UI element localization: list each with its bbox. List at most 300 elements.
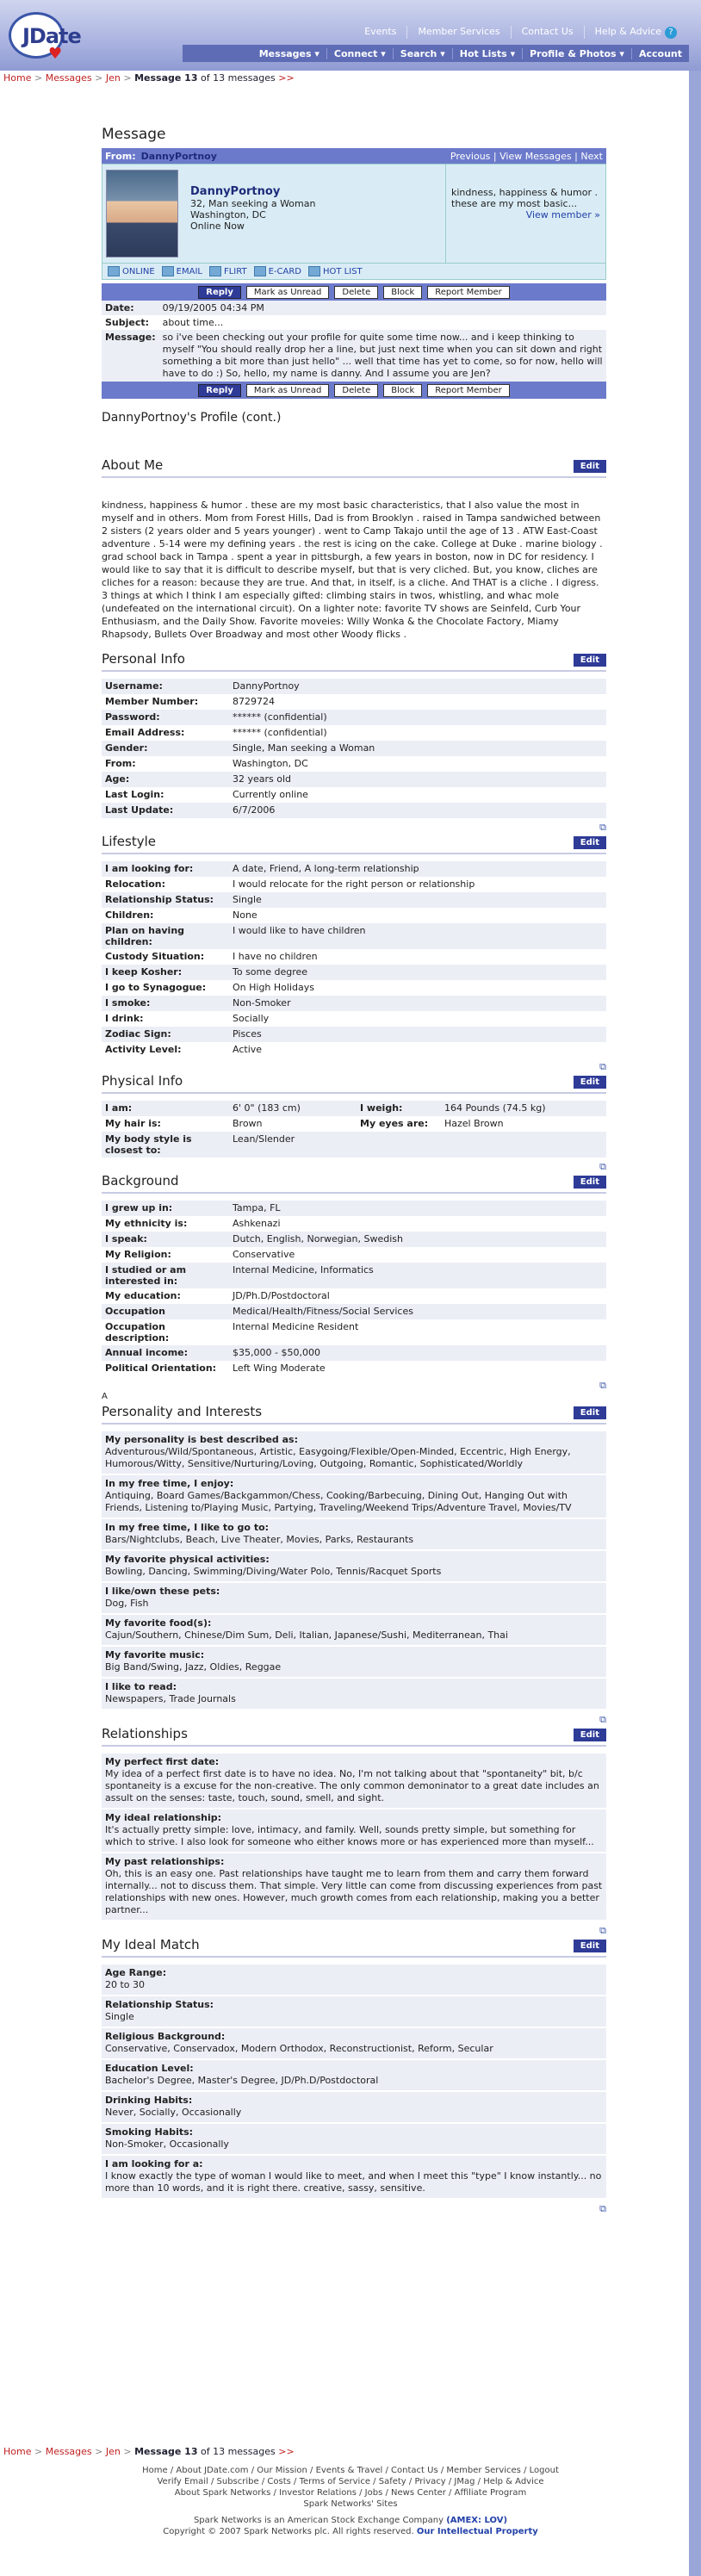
lifestyle-title-text: Lifestyle <box>102 834 157 849</box>
relationships-answer: Oh, this is an easy one. Past relationships have taught me to learn from them and carry them forward internally... not to discuss them. That simple. Very little can come from discussing experiences from past relationships with new ones. However, much growth comes from each relationship, making you a better partner... <box>102 1867 606 1921</box>
physical-title <box>102 1073 606 1094</box>
row-value: Left Wing Moderate <box>233 1362 326 1374</box>
row-value-2: 164 Pounds (74.5 kg) <box>444 1102 546 1114</box>
view-member-link[interactable]: View member » <box>525 209 600 220</box>
sender-line1: 32, Man seeking a Woman <box>190 198 316 209</box>
subject-row <box>102 315 606 330</box>
row-value: 8729724 <box>233 696 275 707</box>
row-value: ****** (confidential) <box>233 727 327 738</box>
main-content <box>102 112 606 2215</box>
action-email-label: EMAIL <box>176 267 202 276</box>
physical-table <box>102 1101 606 1158</box>
expand-icon[interactable]: ⧉ <box>599 2203 606 2214</box>
ideal-list <box>102 1965 606 2200</box>
expand-icon[interactable]: ⧉ <box>599 1925 606 1936</box>
lifestyle-row <box>102 996 606 1011</box>
lifestyle-row <box>102 1011 606 1027</box>
row-value: None <box>233 909 257 921</box>
row-label: I speak: <box>105 1233 147 1245</box>
breadcrumb-of: of 13 messages <box>200 72 276 84</box>
personal-row <box>102 772 606 787</box>
background-table <box>102 1201 606 1376</box>
message-table <box>102 301 606 382</box>
body-label: Message: <box>105 332 156 343</box>
footer-link[interactable]: Affiliate Program <box>454 2488 527 2498</box>
action-flirt-label: FLIRT <box>223 267 247 276</box>
nav-connect[interactable]: Connect ▾ <box>326 48 393 59</box>
row-value: I have no children <box>233 951 318 962</box>
message-title: Message <box>102 126 166 143</box>
nav-hot-lists[interactable]: Hot Lists ▾ <box>452 48 522 59</box>
breadcrumb-messages[interactable]: Messages <box>45 72 92 84</box>
row-label: Last Login: <box>105 789 164 800</box>
footer-sites-link[interactable] <box>0 2498 701 2510</box>
row-value: Single <box>233 894 262 905</box>
row-label: My body style is closest to: <box>105 1133 192 1156</box>
date-label: Date: <box>105 302 134 313</box>
personality-question: In my free time, I enjoy: <box>102 1475 606 1489</box>
sender-photo[interactable] <box>106 170 178 258</box>
hotlist-icon <box>308 266 320 276</box>
message-nav-links: Previous | View Messages | Next <box>450 150 603 162</box>
background-title <box>102 1173 606 1194</box>
footer <box>0 2465 701 2537</box>
row-value: Single, Man seeking a Woman <box>233 742 375 754</box>
lifestyle-row <box>102 861 606 877</box>
about-text: kindness, happiness & humor . these are my most basic characteristics, that I also value the most in myself and in others. Mom from Forest Hills, Dad is from Brooklyn . raised in Tampa sandwiched between 2 sisters (2 years older and 5 years younger) . went to Camp Takajo until the age of 13 . ATW East-Coast adventure . 5-14 were my defining years . the rest is icing on the cake. College at Duke . marine biology . grad school back in Tampa . spent a year in pittsburgh, a few years in boston, now in DC for residency. I would like to say that it is difficult to describe myself, but that is very cliched. But, you know, cliches are cliches for a reason: because they are true. And that, in itself, is a cliche. And THAT is a cliche . I digress. 3 things at which I think I am especially gifted: climbing stairs in twos, whistling, and whac mole (undefeated on the international circuit). On a lighter note: favorite TV shows are Seinfeld, Curb Your Enthusiasm, and the Daily Show. Favorite moveies: Willy Wonka & the Chocolate Factory, Miamy Rhapsody, Bullets Over Broadway and most other Woody flicks . <box>102 500 603 640</box>
footer-link[interactable]: Costs <box>267 2477 291 2486</box>
breadcrumb-messages[interactable]: Messages <box>45 2446 92 2457</box>
relationships-answer: It's actually pretty simple: love, intimacy, and family. Well, sounds pretty simple, but something for which to strive. I also look for someone who either knows more or has experienced more than myself... <box>102 1823 606 1853</box>
message-buttons-bottom <box>102 382 606 399</box>
relationships-list <box>102 1754 606 1921</box>
subject-label: Subject: <box>105 317 150 328</box>
lifestyle-row <box>102 923 606 949</box>
previous-link[interactable]: Previous <box>450 150 491 162</box>
row-label: Political Orientation: <box>105 1362 217 1374</box>
ideal-answer: Never, Socially, Occasionally <box>102 2106 606 2124</box>
personality-list <box>102 1431 606 1710</box>
row-value: $35,000 - $50,000 <box>233 1347 320 1358</box>
row-label: Username: <box>105 680 163 692</box>
personality-answer: Bowling, Dancing, Swimming/Diving/Water Polo, Tennis/Racquet Sports <box>102 1565 606 1583</box>
copyright-text: Copyright © 2007 Spark Networks plc. All rights reserved. <box>163 2527 414 2536</box>
row-value: ****** (confidential) <box>233 711 327 723</box>
message-buttons-top <box>102 283 606 301</box>
lifestyle-table <box>102 861 606 1058</box>
top-link-contact-us[interactable]: Contact Us <box>511 26 584 39</box>
main-nav <box>183 45 689 62</box>
relationships-question: My past relationships: <box>102 1853 606 1867</box>
breadcrumb-home[interactable]: Home <box>3 72 32 84</box>
row-label: Relocation: <box>105 878 166 890</box>
row-label: I go to Synagogue: <box>105 982 207 993</box>
sender-card <box>102 164 606 264</box>
online-icon <box>108 266 120 276</box>
personality-answer: Antiquing, Board Games/Backgammon/Chess, Cooking/Barbecuing, Dining Out, Hanging Out with Friends, Listening to/Playing Music, Partying, Traveling/Weekend Trips/Adventure Travel, Movies/TV <box>102 1489 606 1519</box>
row-label: My Religion: <box>105 1249 171 1260</box>
mark-unread-button[interactable]: Mark as Unread <box>246 286 330 299</box>
background-row <box>102 1345 606 1361</box>
personality-answer: Dog, Fish <box>102 1597 606 1615</box>
footer-link[interactable]: Help & Advice <box>483 2477 544 2486</box>
lifestyle-row <box>102 892 606 908</box>
action-hotlist[interactable] <box>308 266 363 276</box>
subject-value: about time... <box>162 317 224 328</box>
background-title-text: Background <box>102 1173 179 1189</box>
action-online-label: ONLINE <box>122 267 155 276</box>
row-label: I studied or am interested in: <box>105 1264 187 1287</box>
personality-title-text: Personality and Interests <box>102 1404 263 1419</box>
edit-relationships-button[interactable]: Edit <box>574 1729 606 1741</box>
from-name[interactable]: DannyPortnoy <box>140 150 217 162</box>
row-label: I smoke: <box>105 997 151 1009</box>
logo-text: JDate <box>22 24 81 48</box>
footer-link[interactable]: Privacy <box>414 2477 446 2486</box>
flirt-icon <box>209 266 221 276</box>
personal-row <box>102 803 606 818</box>
row-value: 6/7/2006 <box>233 804 276 816</box>
footer-link[interactable]: About JDate.com <box>176 2466 249 2475</box>
ideal-question: I am looking for a: <box>102 2156 606 2169</box>
row-label: My ethnicity is: <box>105 1218 188 1229</box>
row-label-2: My eyes are: <box>360 1118 429 1129</box>
stray-letter: A <box>102 1392 108 1401</box>
ideal-answer: I know exactly the type of woman I would like to meet, and when I meet this "type" I know instantly... no more than 10 words, and it is right there. creative, sassy, sensitive. <box>102 2169 606 2200</box>
personality-question: I like/own these pets: <box>102 1583 606 1597</box>
row-value: I would relocate for the right person or relationship <box>233 878 475 890</box>
row-value: Socially <box>233 1013 270 1024</box>
row-value: Currently online <box>233 789 308 800</box>
expand-icon[interactable]: ⧉ <box>599 1161 606 1172</box>
nav-account[interactable]: Account <box>631 48 689 59</box>
expand-icon[interactable]: ⧉ <box>599 1714 606 1725</box>
footer-line-3: About Spark Networks / Investor Relations / Jobs / News Center / Affiliate Program <box>174 2488 527 2498</box>
from-label: From: <box>105 150 136 162</box>
footer-link[interactable]: Contact Us <box>391 2466 438 2475</box>
top-link-events[interactable]: Events <box>364 26 397 37</box>
personality-answer: Cajun/Southern, Chinese/Dim Sum, Deli, Italian, Japanese/Sushi, Mediterranean, Thai <box>102 1629 606 1647</box>
row-value: 32 years old <box>233 773 292 785</box>
personality-title <box>102 1400 606 1425</box>
personality-question: My favorite food(s): <box>102 1615 606 1629</box>
ip-link[interactable]: Our Intellectual Property <box>416 2527 538 2536</box>
delete-button[interactable]: Delete <box>334 286 378 299</box>
background-row <box>102 1247 606 1263</box>
ideal-question: Age Range: <box>102 1965 606 1978</box>
nav-profile-label: Profile & Photos <box>530 47 617 59</box>
footer-line-1: Home / About JDate.com / Our Mission / Events & Travel / Contact Us / Member Services / Logout <box>142 2466 559 2475</box>
email-icon <box>162 266 174 276</box>
ideal-question: Relationship Status: <box>102 1996 606 2010</box>
reply-button-bottom[interactable]: Reply <box>198 384 241 397</box>
ideal-answer: Single <box>102 2010 606 2028</box>
row-value: Conservative <box>233 1249 295 1260</box>
personal-title-text: Personal Info <box>102 651 185 667</box>
expand-icon[interactable]: ⧉ <box>599 1380 606 1391</box>
row-label: Activity Level: <box>105 1044 182 1055</box>
ideal-question: Drinking Habits: <box>102 2092 606 2106</box>
row-label: My education: <box>105 1290 181 1301</box>
sender-username[interactable]: DannyPortnoy <box>190 185 281 198</box>
sender-status: Online Now <box>190 220 245 232</box>
personal-row <box>102 710 606 725</box>
row-value: A date, Friend, A long-term relationship <box>233 863 419 874</box>
spark-text: Spark Networks is an American Stock Exchange Company <box>193 2516 444 2525</box>
action-ecard-label: E-CARD <box>268 267 301 276</box>
physical-row <box>102 1101 606 1116</box>
lifestyle-row <box>102 1027 606 1042</box>
report-member-button-bottom[interactable]: Report Member <box>427 384 509 397</box>
row-label: I am looking for: <box>105 863 194 874</box>
footer-link[interactable]: Verify Email <box>157 2477 208 2486</box>
delete-button-bottom[interactable]: Delete <box>334 384 378 397</box>
footer-link[interactable]: Investor Relations <box>279 2488 357 2498</box>
personality-answer: Newspapers, Trade Journals <box>102 1692 606 1710</box>
physical-row <box>102 1132 606 1158</box>
footer-link[interactable]: Safety <box>378 2477 406 2486</box>
row-value: Washington, DC <box>233 758 308 769</box>
lifestyle-title <box>102 834 606 854</box>
physical-row <box>102 1116 606 1132</box>
personal-table <box>102 679 606 818</box>
physical-title-text: Physical Info <box>102 1073 183 1089</box>
edit-physical-button[interactable]: Edit <box>574 1076 606 1089</box>
edit-lifestyle-button[interactable]: Edit <box>574 836 606 849</box>
row-label: I grew up in: <box>105 1202 173 1214</box>
lifestyle-row <box>102 908 606 923</box>
lifestyle-row <box>102 980 606 996</box>
spark-ticker[interactable]: (AMEX: LOV) <box>446 2516 508 2525</box>
personal-row <box>102 787 606 803</box>
site-header <box>0 0 701 71</box>
relationships-question: My perfect first date: <box>102 1754 606 1767</box>
ideal-answer: 20 to 30 <box>102 1978 606 1996</box>
lifestyle-row <box>102 877 606 892</box>
row-label-2: I weigh: <box>360 1102 403 1114</box>
breadcrumb-bottom: Home > Messages > Jen > Message 13 of 13 messages >> <box>3 2446 295 2457</box>
row-label: I drink: <box>105 1013 144 1024</box>
row-value: Active <box>233 1044 263 1055</box>
nav-messages[interactable]: Messages ▾ <box>258 47 319 59</box>
row-label: From: <box>105 758 136 769</box>
breadcrumb: Home > Messages > Jen > Message 13 of 13 messages >> <box>3 72 295 84</box>
row-value: Ashkenazi <box>233 1218 281 1229</box>
relationships-title <box>102 1726 606 1747</box>
spark-note <box>0 2515 701 2526</box>
background-row <box>102 1216 606 1232</box>
footer-link[interactable]: Logout <box>529 2466 559 2475</box>
edit-background-button[interactable]: Edit <box>574 1176 606 1189</box>
footer-link[interactable]: JMag <box>454 2477 475 2486</box>
row-label: Occupation description: <box>105 1321 170 1344</box>
reply-button[interactable]: Reply <box>198 286 241 299</box>
footer-link[interactable]: Member Services <box>446 2466 521 2475</box>
ideal-question: Smoking Habits: <box>102 2124 606 2138</box>
edit-about-button[interactable]: Edit <box>574 460 606 473</box>
row-value: I would like to have children <box>233 925 366 936</box>
view-messages-link[interactable]: View Messages <box>499 150 572 162</box>
row-value: On High Holidays <box>233 982 314 993</box>
expand-icon[interactable]: ⧉ <box>599 1061 606 1072</box>
edit-personality-button[interactable]: Edit <box>574 1406 606 1419</box>
ideal-answer: Non-Smoker, Occasionally <box>102 2138 606 2156</box>
action-online[interactable] <box>108 266 155 276</box>
row-value: Brown <box>233 1118 263 1129</box>
ideal-title <box>102 1937 606 1958</box>
footer-link[interactable]: Terms of Service <box>299 2477 370 2486</box>
row-value: Non-Smoker <box>233 997 291 1009</box>
footer-link[interactable]: Our Mission <box>257 2466 307 2475</box>
date-value: 09/19/2005 04:34 PM <box>162 302 264 313</box>
lifestyle-row <box>102 949 606 965</box>
personality-question: I like to read: <box>102 1679 606 1692</box>
block-button[interactable]: Block <box>383 286 422 299</box>
row-value: Pisces <box>233 1028 262 1040</box>
row-label: Last Update: <box>105 804 174 816</box>
row-label-2 <box>357 1132 441 1158</box>
breadcrumb-current: Message 13 <box>134 72 198 84</box>
row-label: Annual income: <box>105 1347 189 1358</box>
footer-link[interactable]: News Center <box>391 2488 446 2498</box>
sender-blurb-text: kindness, happiness & humor . these are my most basic... <box>451 187 598 209</box>
body-row <box>102 330 606 382</box>
footer-link[interactable]: About Spark Networks <box>174 2488 271 2498</box>
expand-icon[interactable]: ⧉ <box>599 822 606 833</box>
top-link-member-services[interactable]: Member Services <box>406 26 510 39</box>
from-bar <box>102 148 606 164</box>
row-value: Internal Medicine, Informatics <box>233 1264 374 1276</box>
footer-line-2: Verify Email / Subscribe / Costs / Terms of Service / Safety / Privacy / JMag / Help & Advice <box>157 2477 544 2486</box>
row-value-2 <box>441 1132 606 1158</box>
background-row <box>102 1201 606 1216</box>
nav-messages-label: Messages <box>258 47 312 59</box>
row-label: My hair is: <box>105 1118 161 1129</box>
row-label: Children: <box>105 909 154 921</box>
nav-search[interactable]: Search ▾ <box>393 48 452 59</box>
nav-profile-photos[interactable]: Profile & Photos ▾ <box>522 48 631 59</box>
row-value: JD/Ph.D/Postdoctoral <box>233 1290 330 1301</box>
block-button-bottom[interactable]: Block <box>383 384 422 397</box>
personality-question: My favorite music: <box>102 1647 606 1660</box>
top-links <box>354 26 687 39</box>
top-link-help-advice[interactable] <box>584 26 687 39</box>
edit-ideal-button[interactable]: Edit <box>574 1940 606 1952</box>
breadcrumb-home[interactable]: Home <box>3 2446 32 2457</box>
footer-link[interactable]: Subscribe <box>216 2477 259 2486</box>
row-value: To some degree <box>233 966 308 978</box>
profile-cont-title: DannyPortnoy's Profile (cont.) <box>102 411 282 425</box>
ideal-question: Education Level: <box>102 2060 606 2074</box>
row-value: Dutch, English, Norwegian, Swedish <box>233 1233 403 1245</box>
background-row <box>102 1361 606 1376</box>
personality-question: My favorite physical activities: <box>102 1551 606 1565</box>
right-edge-bar <box>689 71 701 2576</box>
personality-answer: Adventurous/Wild/Spontaneous, Artistic, Easygoing/Flexible/Open-Minded, Eccentric, High Energy, Humorous/Witty, Sensitive/Nurturing/Loving, Outgoing, Romantic, Sophisticated/Worldly <box>102 1445 606 1475</box>
about-title-text: About Me <box>102 457 164 473</box>
next-link[interactable]: Next <box>580 150 603 162</box>
mark-unread-button-bottom[interactable]: Mark as Unread <box>246 384 330 397</box>
copyright <box>0 2526 701 2537</box>
relationships-answer: My idea of a perfect first date is to have no idea. No, I'm not talking about that "spontaneity" bit, b/c spontaneity is a excuse for the non-creative. The only common demoninator to a great date includes an assult on the senses: taste, touch, sound, smell, and sight. <box>102 1767 606 1809</box>
background-row <box>102 1319 606 1345</box>
help-label: Help & Advice <box>594 26 661 37</box>
footer-link[interactable]: Jobs <box>364 2488 383 2498</box>
jdate-logo[interactable] <box>9 12 100 63</box>
sender-blurb <box>445 164 605 263</box>
row-label: Email Address: <box>105 727 185 738</box>
row-label: I am: <box>105 1102 133 1114</box>
breadcrumb-next[interactable]: >> <box>278 72 295 84</box>
row-label: Password: <box>105 711 160 723</box>
sender-actions <box>102 264 606 280</box>
nav-hot-lists-label: Hot Lists <box>459 47 507 59</box>
action-email[interactable] <box>162 266 202 276</box>
relationships-title-text: Relationships <box>102 1726 188 1741</box>
breadcrumb-current: Message 13 <box>134 2446 198 2457</box>
row-value: Medical/Health/Fitness/Social Services <box>233 1306 413 1317</box>
nav-search-label: Search <box>400 47 437 59</box>
breadcrumb-jen[interactable]: Jen <box>105 72 121 84</box>
heart-icon: ♥ <box>48 45 63 63</box>
report-member-button[interactable]: Report Member <box>427 286 509 299</box>
personal-row <box>102 694 606 710</box>
breadcrumb-of: of 13 messages <box>200 2446 276 2457</box>
ideal-answer: Conservative, Conservadox, Modern Orthodox, Reconstructionist, Reform, Secular <box>102 2042 606 2060</box>
relationships-question: My ideal relationship: <box>102 1809 606 1823</box>
row-label: Occupation <box>105 1306 165 1317</box>
about-title <box>102 428 606 478</box>
row-value-2: Hazel Brown <box>444 1118 504 1129</box>
help-icon[interactable]: ? <box>665 27 677 39</box>
personal-row <box>102 725 606 741</box>
sender-location: Washington, DC <box>190 209 266 220</box>
action-hotlist-label: HOT LIST <box>323 267 363 276</box>
row-label: Zodiac Sign: <box>105 1028 171 1040</box>
personal-title <box>102 648 606 672</box>
background-row <box>102 1263 606 1288</box>
message-body: so i've been checking out your profile for quite some time now... and i keep thinking to myself "You should really drop her a line, but just next time when you can sit down and right something a bit more than just hello" ... well that time has yet to come, so for now, hello will have to do :) So, hello, my name is danny. And I assume you are Jen? <box>162 332 603 379</box>
row-value: Internal Medicine Resident <box>233 1321 359 1332</box>
row-label: Custody Situation: <box>105 951 205 962</box>
sender-info <box>182 164 445 263</box>
row-label: Gender: <box>105 742 148 754</box>
personal-row <box>102 741 606 756</box>
row-label: Plan on having children: <box>105 925 185 947</box>
lifestyle-row <box>102 1042 606 1058</box>
row-label: Relationship Status: <box>105 894 214 905</box>
footer-link[interactable]: Home <box>142 2466 168 2475</box>
row-label: Age: <box>105 773 130 785</box>
edit-personal-button[interactable]: Edit <box>574 654 606 667</box>
breadcrumb-next[interactable]: >> <box>278 2446 295 2457</box>
ideal-answer: Bachelor's Degree, Master's Degree, JD/Ph.D/Postdoctoral <box>102 2074 606 2092</box>
ecard-icon <box>254 266 266 276</box>
row-value: Tampa, FL <box>233 1202 281 1214</box>
breadcrumb-jen[interactable]: Jen <box>105 2446 121 2457</box>
action-flirt[interactable] <box>209 266 247 276</box>
personal-row <box>102 679 606 694</box>
ideal-title-text: My Ideal Match <box>102 1937 200 1952</box>
personality-answer: Big Band/Swing, Jazz, Oldies, Reggae <box>102 1660 606 1679</box>
personality-answer: Bars/Nightclubs, Beach, Live Theater, Movies, Parks, Restaurants <box>102 1533 606 1551</box>
row-value: Lean/Slender <box>233 1133 295 1145</box>
ideal-question: Religious Background: <box>102 2028 606 2042</box>
action-ecard[interactable] <box>254 266 301 276</box>
spark-sites-link[interactable]: Spark Networks' Sites <box>303 2499 398 2509</box>
footer-link[interactable]: Events & Travel <box>315 2466 383 2475</box>
background-row <box>102 1288 606 1304</box>
